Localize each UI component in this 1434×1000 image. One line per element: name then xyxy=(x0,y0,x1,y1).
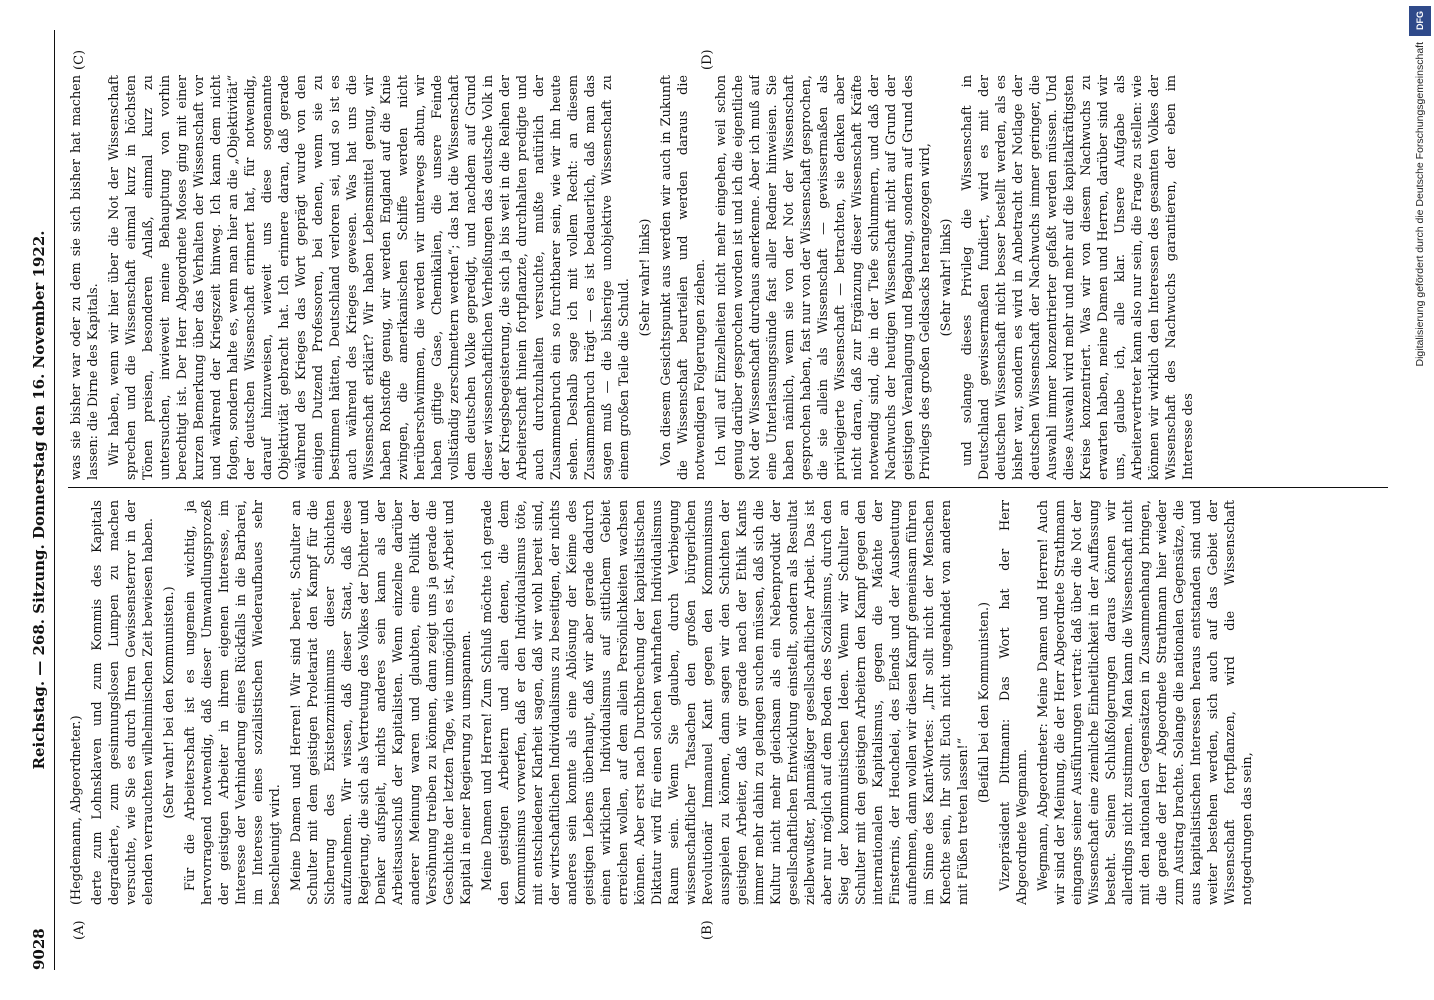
paragraph: Von diesem Gesichtspunkt aus werden wir auch in Zukunft die Wissenschaft beurteilen und werden daraus die notwendigen Folgerungen ziehen. xyxy=(659,75,708,480)
paragraph: Vizepräsident Dittmann: Das Wort hat der Herr Abgeordnete Wegmann. xyxy=(998,500,1030,905)
margin-marker-c: (C) xyxy=(72,49,87,70)
column-divider xyxy=(68,487,1388,488)
page-number: 9028 xyxy=(30,928,48,970)
digitization-strip xyxy=(1405,0,1434,1000)
interjection: (Sehr wahr! bei den Kommunisten.) xyxy=(162,586,177,819)
paragraph: Meine Damen und Herren! Zum Schluß möchte ich gerade den geistigen Arbeitern und allen denen, die dem Kommunismus vorwerfen, daß er den Individualismus töte, mit entschiedener Klarheit sagen, daß wir wohl bereit sind, der wirtschaftlichen Individualismus zu beseitigen, der nichts anderes sein konnte als eine Ablösung der Keime des geistigen Lebens überhaupt, daß wir aber gerade dadurch einen wirklichen Individualismus auf sittlichem Gebiet erreichen wollen, auf dem allein Persönlichkeiten wachsen können. Aber erst nach Durchbrechung der kapitalistischen Diktatur wird für einen solchen wahrhaften Individualismus Raum sein. Wenn Sie glauben, durch Verbiegung wissenschaftlicher Tatsachen den großen bürgerlichen Revolutionär Immanuel Kant gegen den Kommunismus ausspielen zu können, dann sagen wir den Schichten der geistigen Arbeiter, daß wir gerade nach der Ethik Kants immer mehr dahin zu gelangen suchen müssen, daß sich die Kultur nicht mehr gleichsam als ein Nebenprodukt der gesellschaftlichen Entwicklung einstellt, sondern als Resultat zielbewußter, planmäßiger gesellschaftlicher Arbeit. Das ist aber nur möglich auf dem Boden des Sozialismus, durch den Sieg der kommunistischen Ideen. Wenn wir Schulter an Schulter mit den geistigen Arbeitern den Kampf gegen den internationalen Kapitalismus, gegen die Mächte der Finsternis, der Heuchelei, des Elends und der Ausbeutung aufnehmen, dann wollen wir diesen Kampf gemeinsam führen im Sinne des Kant-Wortes: „Ihr sollt nicht der Menschen Knechte sein, Ihr sollt Euch nicht ungeahndet von anderen mit Füßen treten lassen!“ xyxy=(480,500,971,905)
interjection: (Sehr wahr! links) xyxy=(638,218,653,337)
left-column xyxy=(68,500,1388,905)
paragraph: was sie bisher war oder zu dem sie sich bisher hat machen lassen: die Dirne des Kapitals. xyxy=(69,75,101,480)
running-title: Reichstag. — 268. Sitzung. Donnerstag den 16. November 1922. xyxy=(30,230,48,770)
column-fade xyxy=(1348,75,1388,480)
margin-marker-a: (A) xyxy=(72,920,87,940)
paragraph: Für die Arbeiterschaft ist es ungemein wichtig, ja hervorragend notwendig, daß dieser Umwandlungsprozeß der geistigen Arbeiter in ihrem eigenen Interesse, im Interesse der Verhinderung eines Rückfalls in die Barbarei, im Interesse eines sozialistischen Wiederaufbaues sehr beschleunigt wird. xyxy=(183,500,283,905)
speaker-continuation: (Hegdemann, Abgeordneter.) xyxy=(69,715,84,905)
right-column xyxy=(68,75,1388,480)
paragraph: Ich will auf Einzelheiten nicht mehr eingehen, weil schon genug darüber gesprochen worden ist und ich die eigentliche Not der Wissenschaft durchaus anerkenne. Aber ich muß auf eine Unterlassungssünde fast aller Redner hinweisen. Sie haben nämlich, wenn sie von der Not der Wissenschaft gesprochen haben, fast nur von der Wissenschaft gesprochen, die sie allein als Wissenschaft — gewissermaßen als privilegierte Wissenschaft — betrachten, sie denken aber nicht daran, daß zur Ergänzung dieser Wissenschaft Kräfte notwendig sind, die in der Tiefe schlummern, und daß der Nachwuchs der heutigen Wissenschaft nicht auf Grund der geistigen Veranlagung und Begabung, sondern auf Grund des Privilegs des großen Geldsacks herangezogen wird, xyxy=(714,75,933,480)
header-rule xyxy=(54,30,55,970)
paragraph: Wir haben, wenn wir hier über die Not der Wissenschaft sprechen und die Wissenschaft einmal kurz in höchsten Tönen preisen, besonderen Anlaß, einmal kurz zu untersuchen, inwieweit meine Behauptung von vorhin berechtigt ist. Der Herr Abgeordnete Moses ging mit einer kurzen Bemerkung über das Verhalten der Wissenschaft vor und während der Kriegszeit hinweg. Ich kann dem nicht folgen, sondern halte es, wenn man hier an die „Objektivität“ der deutschen Wissenschaft erinnert hat, für notwendig, darauf hinzuweisen, wieweit uns diese sogenannte Objektivität gebracht hat. Ich erinnere daran, daß gerade während des Krieges das Wort geprägt wurde von den einigen Dutzend Professoren, bei denen, wenn sie zu bestimmen hätten, Deutschland verloren sei, und so ist es auch während des Krieges gewesen. Was hat uns die Wissenschaft erklärt? Wir haben Lebensmittel genug, wir haben Rohstoffe genug, wir werden England auf die Knie zwingen, die amerikanischen Schiffe werden nicht herüberschwimmen, die werden wir unterwegs abtun, wir haben giftige Gase, Chemikalien, die unsere Feinde vollständig zerschmettern werden“; das hat die Wissenschaft dem deutschen Volke gepredigt, und nachdem auf Grund dieser wissenschaftlichen Verheißungen das deutsche Volk in der Kriegsbegeisterung, die sich ja bis weit in die Reihen der Arbeiterschaft hinein fortpflanzte, durchhalten predigte und auch durchzuhalten versuchte, mußte natürlich der Zusammenbruch ein so furchtbarer sein, wie wir ihn heute sehen. Deshalb sage ich mit vollem Recht: an diesem Zusammenbruch trägt — es ist bedauerlich, daß man das sagen muß — die bisherige unobjektive Wissenschaft zu einem großen Teile die Schuld. xyxy=(107,75,632,480)
paragraph: und solange dieses Privileg die Wissenschaft in Deutschland gewissermaßen fundiert, wird es mit der deutschen Wissenschaft nicht besser bestellt werden, als es bisher war, sondern es wird in Anbetracht der Notlage der deutschen Wissenschaft der Nachwuchs immer geringer, die Auswahl immer konzentrierter gefaßt werden müssen. Und diese Auswahl wird mehr und mehr auf die kapitalkräftigsten Kreise konzentriert. Was wir von diesem Nachwuchs zu erwarten haben, meine Damen und Herren, darüber sind wir uns, glaube ich, alle klar. Unsere Aufgabe als Arbeitervertreter kann also nur sein, die Frage zu stellen: wie können wir wirklich den Interessen des gesamten Volkes der Wissenschaft des Nachwuchs garantieren, der eben im Interesse des xyxy=(960,75,1196,480)
interjection: (Beifall bei den Kommunisten.) xyxy=(977,601,992,804)
interjection: (Sehr wahr! links) xyxy=(939,218,954,337)
page-header xyxy=(30,30,64,970)
margin-marker-d: (D) xyxy=(700,49,715,70)
dfg-logo: DFG xyxy=(1409,6,1431,36)
margin-marker-b: (B) xyxy=(700,920,715,940)
column-fade xyxy=(1348,500,1388,905)
paragraph: derte zum Lohnsklaven und zum Kommis des Kapitals degradierte, zum gesinnungslosen Lumpen zu machen versuchte, wie Sie es durch Ihren Gewissensterror in der elenden verrauchten wilhelminischen Zeit bewiesen haben. xyxy=(90,500,156,905)
paragraph: Wegmann, Abgeordneter: Meine Damen und Herren! Auch wir sind der Meinung, die der Herr Abgeordnete Strathmann eingangs seiner Ausführungen vertrat: daß über die Not der Wissenschaft eine ziemliche Einheitlichkeit in der Auffassung besteht. Seinen Schlußfolgerungen daraus können wir allerdings nicht zustimmen. Man kann die Wissenschaft nicht mit den nationalen Gegensätzen in Zusammenhang bringen, die gerade der Herr Abgeordnete Strathmann hier wieder zum Austrag brachte. Solange die nationalen Gegensätze, die aus kapitalistischen Interessen heraus entstanden sind und weiter bestehen werden, sich auch auf das Gebiet der Wissenschaft fortpflanzen, wird die Wissenschaft notgedrungen das sein, xyxy=(1036,500,1255,905)
digitization-note: Digitalisierung gefördert durch die Deutsche Forschungsgemeinschaft xyxy=(1413,42,1426,367)
paragraph: Meine Damen und Herren! Wir sind bereit, Schulter an Schulter mit dem geistigen Proletariat den Kampf für die Sicherung des Existenzminimums dieser Schichten aufzunehmen. Wir wissen, daß dieser Staat, daß diese Regierung, die sich als Vertretung des Volkes der Dichter und Denker aufspielt, nichts anderes sein kann als der Arbeitsausschuß der Kapitalisten. Wenn einzelne darüber anderer Meinung waren und glaubten, eine Politik der Versöhnung treiben zu können, dann zeigt uns ja gerade die Geschichte der letzten Tage, wie unmöglich es ist, Arbeit und Kapital in einer Regierung zu umspannen. xyxy=(289,500,474,905)
